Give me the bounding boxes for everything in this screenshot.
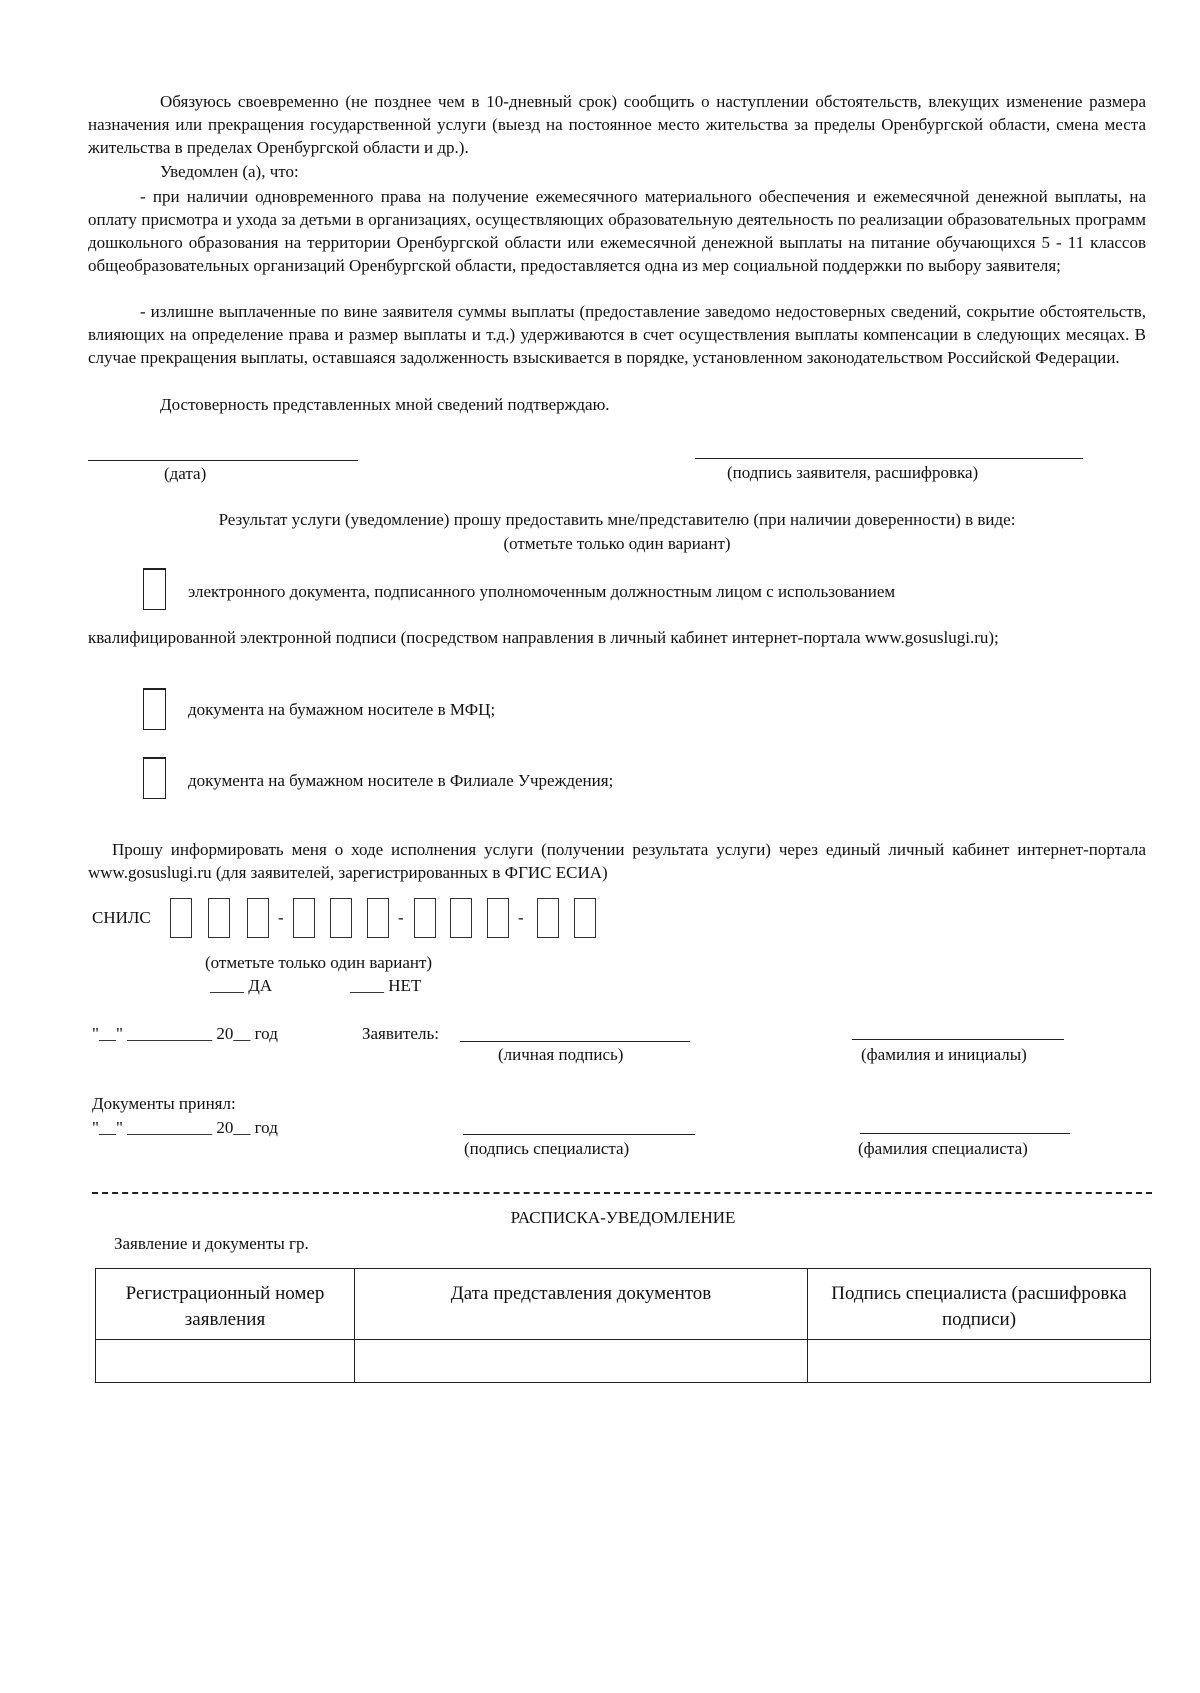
applicant-label: Заявитель:: [362, 1024, 439, 1043]
applicant-date-line[interactable]: "__" __________ 20__ год: [92, 1024, 278, 1043]
option-branch-label: документа на бумажном носителе в Филиале Учреждения;: [188, 771, 614, 790]
specialist-surname-caption: (фамилия специалиста): [858, 1139, 1028, 1158]
snils-digit-box[interactable]: [330, 898, 352, 938]
specialist-signature-caption: (подпись специалиста): [464, 1139, 630, 1158]
applicant-personal-signature-line[interactable]: [460, 1041, 690, 1042]
applicant-signature-line[interactable]: [695, 458, 1083, 459]
applicant-signature-caption: (подпись заявителя, расшифровка): [727, 463, 979, 482]
snils-digit-box[interactable]: [293, 898, 315, 938]
yes-option[interactable]: ____ ДА: [210, 976, 273, 995]
snils-digit-box[interactable]: [208, 898, 230, 938]
tear-off-line: [92, 1192, 1152, 1194]
one-option-note: (отметьте только один вариант): [503, 534, 731, 553]
snils-digit-box[interactable]: [170, 898, 192, 938]
option-mfc-label: документа на бумажном носителе в МФЦ;: [188, 700, 496, 719]
receipt-table: [95, 1268, 1151, 1383]
result-request-text: Результат услуги (уведомление) прошу предоставить мне/представителю (при наличии доверенности) в виде:: [218, 510, 1016, 529]
header-registration-number: Регистрационный номер заявления: [96, 1269, 355, 1340]
snils-separator: -: [278, 908, 284, 927]
specialist-signature-cell[interactable]: [808, 1340, 1151, 1383]
snils-digit-box[interactable]: [414, 898, 436, 938]
inform-request-text: Прошу информировать меня о ходе исполнения услуги (получении результата услуги) через единый личный кабинет интернет-портала www.gosuslugi.ru (для заявителей, зарегистрированных в ФГИС ЕСИА): [88, 840, 1146, 882]
option-electronic-label-continued: квалифицированной электронной подписи (посредством направления в личный кабинет интернет-портала www.gosuslugi.ru);: [88, 628, 999, 647]
receipt-title: РАСПИСКА-УВЕДОМЛЕНИЕ: [510, 1208, 736, 1227]
date-caption: (дата): [164, 464, 207, 483]
registration-number-cell[interactable]: [96, 1340, 355, 1383]
snils-digit-box[interactable]: [450, 898, 472, 938]
snils-digit-box[interactable]: [367, 898, 389, 938]
table-header-row: [96, 1269, 1151, 1340]
date-signature-line[interactable]: [88, 460, 358, 461]
header-specialist-signature: Подпись специалиста (расшифровка подписи): [808, 1269, 1151, 1340]
option-electronic-checkbox[interactable]: [143, 568, 166, 610]
no-option[interactable]: ____ НЕТ: [350, 976, 422, 995]
table-row: [96, 1340, 1151, 1383]
snils-digit-box[interactable]: [537, 898, 559, 938]
option-mfc-checkbox[interactable]: [143, 688, 166, 730]
snils-digit-box[interactable]: [487, 898, 509, 938]
surname-initials-caption: (фамилия и инициалы): [861, 1045, 1027, 1064]
snils-separator: -: [398, 908, 404, 927]
personal-signature-caption: (личная подпись): [498, 1045, 624, 1064]
header-submission-date: Дата представления документов: [355, 1269, 808, 1340]
specialist-name-line[interactable]: [860, 1133, 1070, 1134]
specialist-date-line[interactable]: "__" __________ 20__ год: [92, 1118, 278, 1137]
obligation-paragraph: Обязуюсь своевременно (не позднее чем в 10-дневный срок) сообщить о наступлении обстоятельств, влекущих изменение размера назначения или прекращения государственной услуги (выезд на постоянное место жительства за пределы Оренбургской области, смена места жительства в пределах Оренбургской области и др.).: [88, 92, 1146, 157]
snils-option-note: (отметьте только один вариант): [205, 953, 433, 972]
docs-accepted-label: Документы принял:: [92, 1094, 236, 1113]
confirmation-text: Достоверность представленных мной сведений подтверждаю.: [160, 395, 610, 414]
applicant-name-line[interactable]: [852, 1039, 1064, 1040]
snils-label: СНИЛС: [92, 908, 151, 927]
notified-heading: Уведомлен (а), что:: [160, 162, 299, 181]
snils-digit-box[interactable]: [247, 898, 269, 938]
snils-separator: -: [518, 908, 524, 927]
specialist-signature-line[interactable]: [463, 1134, 695, 1135]
notice-bullet-1: - при наличии одновременного права на получение ежемесячного материального обеспечения и ежемесячной денежной выплаты, на оплату присмотра и ухода за детьми в организациях, осуществляющих образовательную деятельность по реализации образовательных программ дошкольного образования на территории Оренбургской области или ежемесячной денежной выплаты на питание обучающихся 5 - 11 классов общеобразовательных организаций Оренбургской области, предоставляется одна из мер социальной поддержки по выбору заявителя;: [88, 187, 1146, 275]
snils-digit-box[interactable]: [574, 898, 596, 938]
receipt-intro: Заявление и документы гр.: [114, 1234, 309, 1253]
submission-date-cell[interactable]: [355, 1340, 808, 1383]
notice-bullet-2: - излишне выплаченные по вине заявителя суммы выплаты (предоставление заведомо недостоверных сведений, сокрытие обстоятельств, влияющих на определение права и размер выплаты и т.д.) удерживаются в счет осуществления выплаты компенсации в следующих месяцах. В случае прекращения выплаты, оставшаяся задолженность взыскивается в порядке, установленном законодательством Российской Федерации.: [88, 302, 1146, 367]
option-branch-checkbox[interactable]: [143, 757, 166, 799]
option-electronic-label: электронного документа, подписанного уполномоченным должностным лицом с использованием: [188, 582, 896, 601]
